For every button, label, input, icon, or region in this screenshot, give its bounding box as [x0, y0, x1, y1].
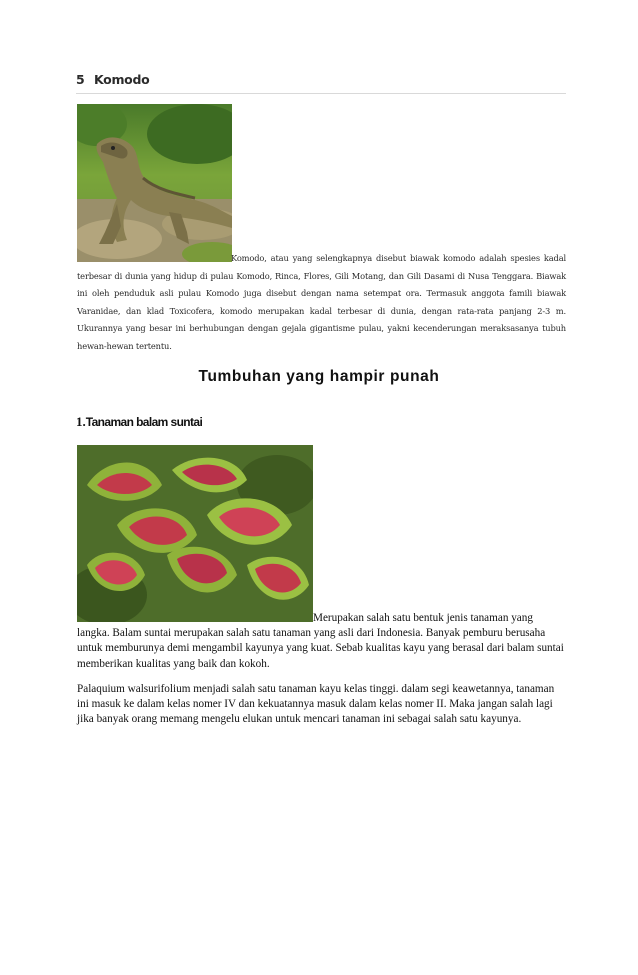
plant-item-number: 1.: [76, 414, 86, 429]
section-title: Tumbuhan yang hampir punah: [198, 368, 440, 385]
balam-suntai-paragraph: [77, 611, 566, 672]
balam-suntai-paragraph-text: Merupakan salah satu bentuk jenis tanaman yang langka. Balam suntai merupakan salah satu tanaman yang asli dari Indonesia. Banyak pemburu berusaha untuk memburunya demi mengambil kayunya yang kuat. Sebab kualitas kayu yang berasal dari balam suntai memberikan kualitas yang baik dan kokoh.: [77, 612, 564, 670]
plant-item-title: Tanaman balam suntai: [85, 415, 203, 429]
komodo-heading: [76, 72, 566, 94]
komodo-photo: [77, 104, 232, 262]
flytrap-photo: [77, 445, 313, 622]
komodo-paragraph-text: Komodo, atau yang selengkapnya disebut biawak komodo adalah spesies kadal terbesar di dunia yang hidup di pulau Komodo, Rinca, Flores, Gili Motang, dan Gili Dasami di Nusa Tenggara. Biawak ini oleh penduduk asli pulau Komodo juga disebut dengan nama setempat ora. Termasuk anggota famili biawak Varanidae, dan klad Toxicofera, komodo merupakan kadal terbesar di dunia, dengan rata-rata panjang 2-3 m. Ukurannya yang besar ini berhubungan dengan gejala gigantisme pulau, yakni kecenderungan meraksasanya tubuh hewan-hewan tertentu.: [77, 253, 566, 351]
komodo-paragraph: [77, 250, 566, 355]
palaquium-paragraph: Palaquium walsurifolium menjadi salah satu tanaman kayu kelas tinggi. dalam segi keawetannya, tanaman ini masuk ke dalam kelas nomer IV dan kekuatannya masuk dalam kelas nomer II. Maka jangan salah lagi jika banyak orang memang mengelu elukan untuk mencari tanaman ini sebagai salah satu kayunya.: [77, 683, 555, 726]
komodo-heading-title: Komodo: [94, 72, 150, 87]
plant-item-heading: [76, 414, 202, 430]
komodo-heading-number: 5: [76, 72, 85, 87]
